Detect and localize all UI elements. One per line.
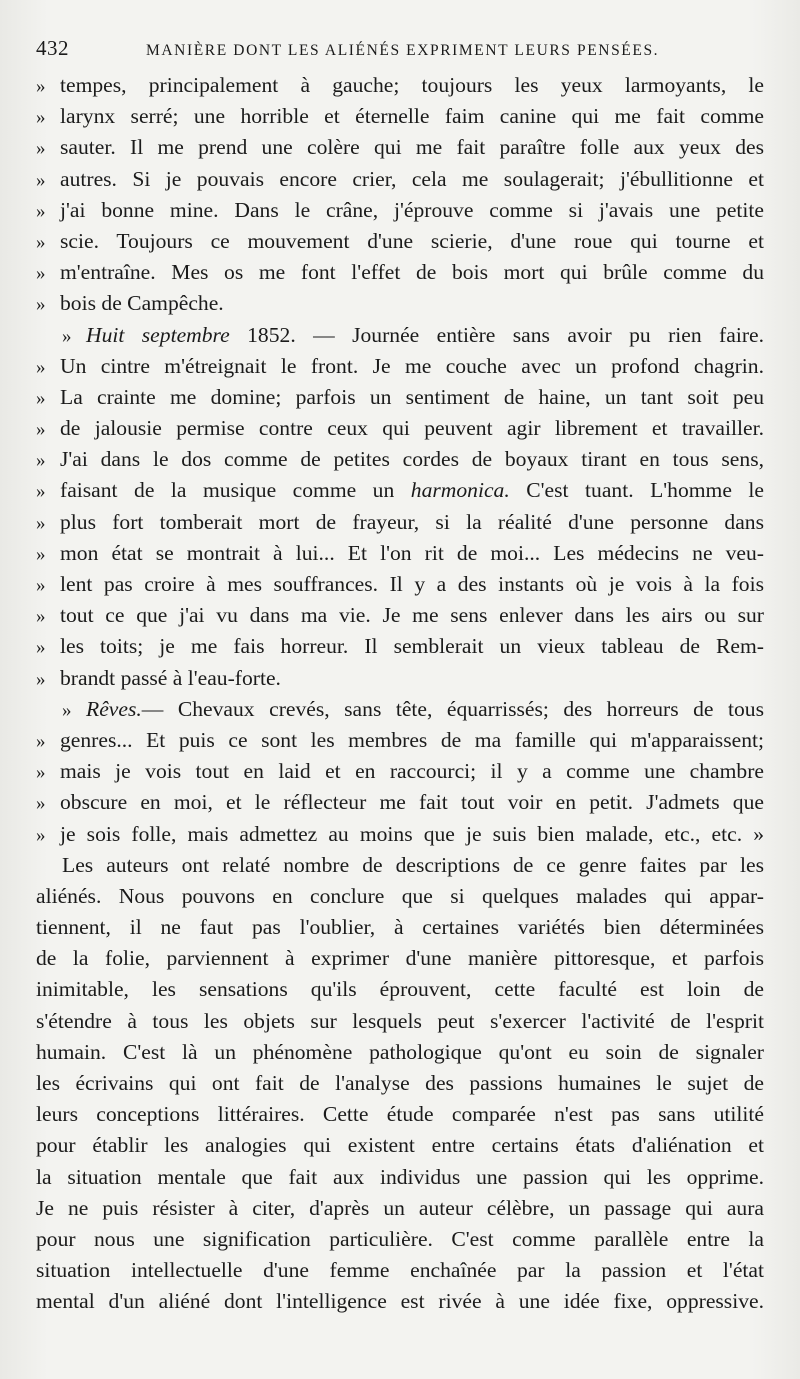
quote-line: » Un cintre m'étreignait le front. Je me couche avec un profond chagrin.	[36, 351, 764, 382]
italic-word: harmonica.	[410, 478, 510, 503]
quote-mark: »	[36, 606, 46, 628]
entry-label: Rêves.	[86, 696, 142, 721]
quote-line: » sauter. Il me prend une colère qui me fait paraître folle aux yeux des	[36, 132, 764, 163]
quote-mark: »	[36, 824, 46, 846]
quote-mark: »	[36, 169, 46, 191]
quote-mark: »	[36, 730, 46, 752]
quote-mark: »	[36, 200, 46, 222]
quote-line: » tout ce que j'ai vu dans ma vie. Je me sens enlever dans les airs ou sur	[36, 600, 764, 631]
quote-line: » mon état se montrait à lui... Et l'on rit de moi... Les médecins ne veu-	[36, 538, 764, 569]
quote-mark: »	[36, 107, 46, 129]
quote-line: » tempes, principalement à gauche; toujours les yeux larmoyants, le	[36, 70, 764, 101]
paragraph-line: Les auteurs ont relaté nombre de descriptions de ce genre faites par les	[62, 852, 764, 877]
paragraph-line: tiennent, il ne faut pas l'oublier, à certaines variétés bien déterminées	[36, 915, 764, 940]
quote-mark: »	[36, 294, 46, 316]
quote-mark: »	[36, 793, 46, 815]
quote-line: » m'entraîne. Mes os me font l'effet de bois mort qui brûle comme du	[36, 257, 764, 288]
paragraph-line: mental d'un aliéné dont l'intelligence est rivée à une idée fixe, oppressive.	[36, 1289, 764, 1314]
entry-heading-line: » Rêves.— Chevaux crevés, sans tête, équarrissés; des horreurs de tous	[36, 694, 764, 725]
quote-mark: »	[36, 575, 46, 596]
quote-mark: »	[36, 387, 46, 409]
paragraph-line: de la folie, parviennent à exprimer d'une manière pittoresque, et parfois	[36, 946, 764, 971]
quote-mark: »	[36, 138, 46, 160]
quote-mark: »	[36, 356, 46, 378]
quote-line: » mais je vois tout en laid et en raccourci; il y a comme une chambre	[36, 756, 764, 787]
quote-mark: »	[36, 419, 46, 441]
quote-mark: »	[36, 450, 46, 472]
quote-line: » j'ai bonne mine. Dans le crâne, j'éprouve comme si j'avais une petite	[36, 195, 764, 226]
quote-line: » larynx serré; une horrible et éternelle faim canine qui me fait comme	[36, 101, 764, 132]
paragraph-line: humain. C'est là un phénomène pathologique qu'ont eu soin de signaler	[36, 1039, 764, 1064]
paragraph-line: leurs conceptions littéraires. Cette étude comparée n'est pas sans utilité	[36, 1102, 764, 1127]
quote-mark: »	[36, 231, 46, 253]
quote-line: » je sois folle, mais admettez au moins que je suis bien malade, etc., etc. »	[36, 819, 764, 850]
paragraph-line: Je ne puis résister à citer, d'après un auteur célèbre, un passage qui aura	[36, 1195, 764, 1220]
quote-mark: »	[36, 481, 46, 503]
quote-mark: »	[36, 76, 46, 97]
paragraph-line: situation intellectuelle d'une femme enchaînée par la passion et l'état	[36, 1258, 764, 1283]
running-head	[36, 36, 764, 66]
quote-line: » bois de Campêche.	[36, 288, 764, 319]
quote-mark: »	[36, 543, 46, 565]
page-text	[36, 70, 764, 1318]
quote-mark: »	[62, 325, 72, 347]
quote-line: » autres. Si je pouvais encore crier, cela me soulagerait; j'ébullitionne et	[36, 164, 764, 195]
paragraph-line: la situation mentale que fait aux individus une passion qui les opprime.	[36, 1164, 764, 1189]
quote-line: » les toits; je me fais horreur. Il semblerait un vieux tableau de Rem-	[36, 631, 764, 662]
quote-mark: »	[62, 699, 72, 721]
paragraph-line: pour nous une signification particulière. C'est comme parallèle entre la	[36, 1226, 764, 1251]
quote-line: » obscure en moi, et le réflecteur me fait tout voir en petit. J'admets que	[36, 787, 764, 818]
quote-line: » faisant de la musique comme un harmonica. C'est tuant. L'homme le	[36, 475, 764, 506]
entry-date: Huit septembre	[86, 322, 230, 347]
quote-line: » plus fort tomberait mort de frayeur, si la réalité d'une personne dans	[36, 507, 764, 538]
paragraph-line: pour établir les analogies qui existent entre certains états d'aliénation et	[36, 1133, 764, 1158]
quote-mark: »	[36, 762, 46, 784]
quote-line: » genres... Et puis ce sont les membres de ma famille qui m'apparaissent;	[36, 725, 764, 756]
quote-mark: »	[36, 512, 46, 534]
quote-mark: »	[36, 263, 46, 285]
quote-line: » de jalousie permise contre ceux qui peuvent agir librement et travailler.	[36, 413, 764, 444]
page-number: 432	[36, 36, 69, 60]
quote-line: » scie. Toujours ce mouvement d'une scierie, d'une roue qui tourne et	[36, 226, 764, 257]
quote-mark: »	[36, 637, 46, 659]
quote-line: » J'ai dans le dos comme de petites cordes de boyaux tirant en tous sens,	[36, 444, 764, 475]
paragraph-line: aliénés. Nous pouvons en conclure que si quelques malades qui appar-	[36, 883, 764, 908]
paragraph-line: inimitable, les sensations qu'ils éprouvent, cette faculté est loin de	[36, 977, 764, 1002]
paragraph-line: s'étendre à tous les objets sur lesquels peut s'exercer l'activité de l'esprit	[36, 1008, 764, 1033]
quote-line: » lent pas croire à mes souffrances. Il y a des instants où je vois à la fois	[36, 569, 764, 600]
entry-heading-line: » Huit septembre 1852. — Journée entière sans avoir pu rien faire.	[36, 320, 764, 351]
quote-line: » brandt passé à l'eau-forte.	[36, 663, 764, 694]
paragraph-line: les écrivains qui ont fait de l'analyse des passions humaines le sujet de	[36, 1071, 764, 1095]
running-title: MANIÈRE DONT LES ALIÉNÉS EXPRIMENT LEURS PENSÉES.	[146, 42, 660, 59]
quote-mark: »	[36, 668, 46, 690]
quote-line: » La crainte me domine; parfois un sentiment de haine, un tant soit peu	[36, 382, 764, 413]
